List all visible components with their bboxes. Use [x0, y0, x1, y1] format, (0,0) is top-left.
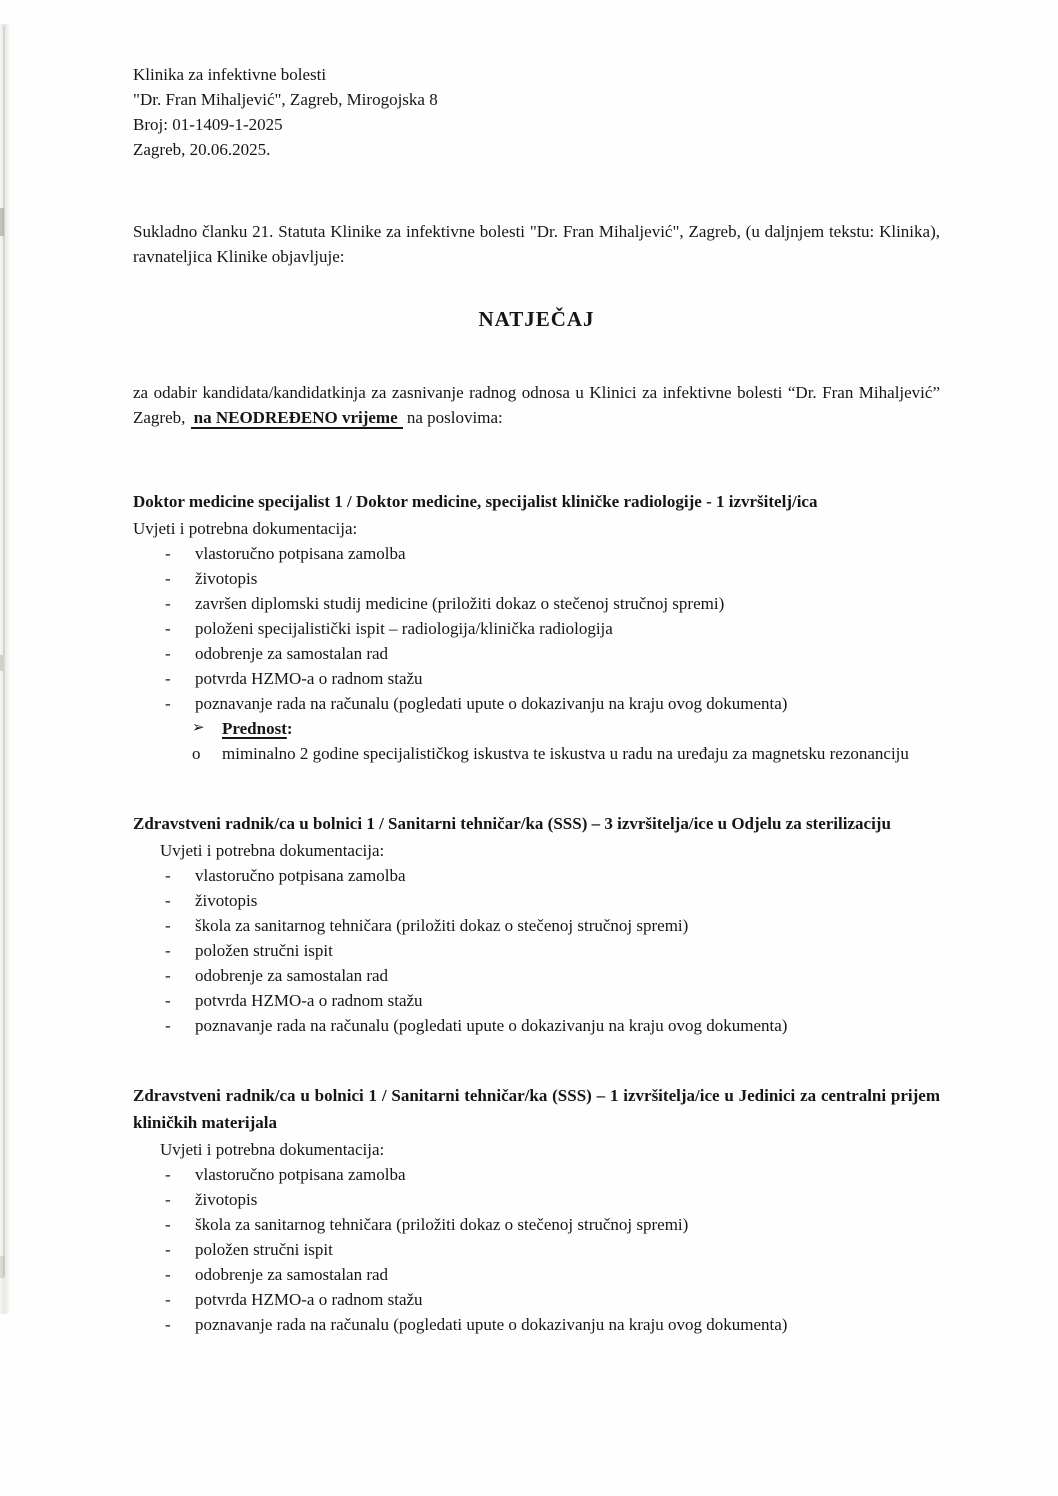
requirement-text: potvrda HZMO-a o radnom stažu — [195, 669, 423, 688]
dash-bullet: - — [165, 916, 171, 935]
requirement-item — [133, 913, 940, 938]
requirement-text: odobrenje za samostalan rad — [195, 966, 389, 985]
dash-bullet: - — [165, 1215, 171, 1234]
dash-bullet: - — [165, 619, 171, 638]
subject-paragraph — [133, 380, 940, 430]
doc-date: Zagreb, 20.06.2025. — [133, 140, 271, 159]
requirement-text: životopis — [195, 891, 258, 910]
arrowhead-bullet-icon: ➢ — [192, 720, 205, 736]
document-title: NATJEČAJ — [478, 307, 595, 331]
advantage-colon: : — [286, 719, 293, 738]
advantage-block — [133, 716, 940, 766]
circle-bullet: o — [192, 744, 201, 763]
requirement-item — [133, 691, 940, 716]
requirement-item — [133, 591, 940, 616]
dash-bullet: - — [165, 1016, 171, 1035]
requirements-label: Uvjeti i potrebna dokumentacija: — [160, 1140, 385, 1159]
requirement-item — [133, 616, 940, 641]
requirements-list — [133, 541, 940, 716]
dash-bullet: - — [165, 1315, 171, 1334]
subject-text-before: za odabir kandidata/kandidatkinja za zasnivanje radnog odnosa u Klinici za infektivne bolesti “Dr. Fran Mihaljević” Zagreb, — [133, 383, 940, 427]
requirements-list — [133, 1162, 940, 1337]
requirements-label: Uvjeti i potrebna dokumentacija: — [133, 519, 358, 538]
advantage-label: Prednost — [222, 719, 287, 738]
requirement-item — [133, 1237, 940, 1262]
subject-emphasis: na NEODREĐENO vrijeme — [191, 408, 403, 429]
requirement-item — [133, 1287, 940, 1312]
requirement-text: završen diplomski studij medicine (priložiti dokaz o stečenoj stručnoj spremi) — [195, 594, 725, 613]
requirement-item — [133, 541, 940, 566]
requirement-text: poznavanje rada na računalu (pogledati upute o dokazivanju na kraju ovog dokumenta) — [195, 1016, 788, 1035]
requirement-item — [133, 938, 940, 963]
requirement-text: položeni specijalistički ispit – radiologija/klinička radiologija — [195, 619, 613, 638]
org-address: "Dr. Fran Mihaljević", Zagreb, Mirogojska 8 — [133, 90, 438, 109]
requirement-item — [133, 1162, 940, 1187]
requirement-item — [133, 1312, 940, 1337]
requirement-text: poznavanje rada na računalu (pogledati upute o dokazivanju na kraju ovog dokumenta) — [195, 694, 788, 713]
dash-bullet: - — [165, 1240, 171, 1259]
requirement-text: potvrda HZMO-a o radnom stažu — [195, 1290, 423, 1309]
dash-bullet: - — [165, 594, 171, 613]
requirement-item — [133, 641, 940, 666]
requirement-item — [133, 988, 940, 1013]
requirement-text: vlastoručno potpisana zamolba — [195, 544, 406, 563]
advantage-text: miminalno 2 godine specijalističkog iskustva te iskustva u radu na uređaju za magnetsku rezonanciju — [222, 744, 909, 763]
job-section-radiologist — [133, 488, 940, 766]
advantage-heading — [192, 716, 940, 741]
dash-bullet: - — [165, 694, 171, 713]
requirement-text: životopis — [195, 1190, 258, 1209]
letterhead — [133, 62, 940, 162]
requirement-item — [133, 1262, 940, 1287]
dash-bullet: - — [165, 966, 171, 985]
doc-number: Broj: 01-1409-1-2025 — [133, 115, 283, 134]
requirement-text: odobrenje za samostalan rad — [195, 644, 389, 663]
dash-bullet: - — [165, 941, 171, 960]
job-section-central-reception — [133, 1082, 940, 1337]
dash-bullet: - — [165, 569, 171, 588]
dash-bullet: - — [165, 669, 171, 688]
requirement-text: položen stručni ispit — [195, 1240, 333, 1259]
requirement-text: škola za sanitarnog tehničara (priložiti dokaz o stečenoj stručnoj spremi) — [195, 916, 689, 935]
requirement-item — [133, 666, 940, 691]
dash-bullet: - — [165, 1265, 171, 1284]
position-heading: Doktor medicine specijalist 1 / Doktor medicine, specijalist kliničke radiologije - 1 izvršitelj/ica — [133, 492, 818, 511]
requirement-item — [133, 1013, 940, 1038]
requirement-text: životopis — [195, 569, 258, 588]
requirement-item — [133, 1212, 940, 1237]
requirement-item — [133, 566, 940, 591]
requirement-item — [133, 888, 940, 913]
position-heading: Zdravstveni radnik/ca u bolnici 1 / Sanitarni tehničar/ka (SSS) – 3 izvršitelja/ice u Odjelu za sterilizaciju — [133, 814, 891, 833]
requirement-item — [133, 1187, 940, 1212]
requirement-text: vlastoručno potpisana zamolba — [195, 866, 406, 885]
dash-bullet: - — [165, 991, 171, 1010]
advantage-item — [192, 741, 940, 766]
intro-paragraph: Sukladno članku 21. Statuta Klinike za infektivne bolesti "Dr. Fran Mihaljević", Zagreb, (u daljnjem tekstu: Klinika), ravnateljica Klinike objavljuje: — [133, 222, 940, 266]
dash-bullet: - — [165, 866, 171, 885]
dash-bullet: - — [165, 891, 171, 910]
dash-bullet: - — [165, 1165, 171, 1184]
subject-text-after: na poslovima: — [406, 408, 503, 427]
dash-bullet: - — [165, 644, 171, 663]
dash-bullet: - — [165, 1190, 171, 1209]
requirement-text: vlastoručno potpisana zamolba — [195, 1165, 406, 1184]
requirements-list — [133, 863, 940, 1038]
requirement-item — [133, 963, 940, 988]
position-heading: Zdravstveni radnik/ca u bolnici 1 / Sanitarni tehničar/ka (SSS) – 1 izvršitelja/ice u Jedinici za centralni prijem kliničkih materijala — [133, 1086, 940, 1132]
requirements-label: Uvjeti i potrebna dokumentacija: — [160, 841, 385, 860]
requirement-text: škola za sanitarnog tehničara (priložiti dokaz o stečenoj stručnoj spremi) — [195, 1215, 689, 1234]
requirement-text: položen stručni ispit — [195, 941, 333, 960]
requirement-text: potvrda HZMO-a o radnom stažu — [195, 991, 423, 1010]
job-section-sterilization — [133, 810, 940, 1038]
dash-bullet: - — [165, 544, 171, 563]
org-name: Klinika za infektivne bolesti — [133, 65, 327, 84]
requirement-item — [133, 863, 940, 888]
requirement-text: poznavanje rada na računalu (pogledati upute o dokazivanju na kraju ovog dokumenta) — [195, 1315, 788, 1334]
dash-bullet: - — [165, 1290, 171, 1309]
requirement-text: odobrenje za samostalan rad — [195, 1265, 389, 1284]
